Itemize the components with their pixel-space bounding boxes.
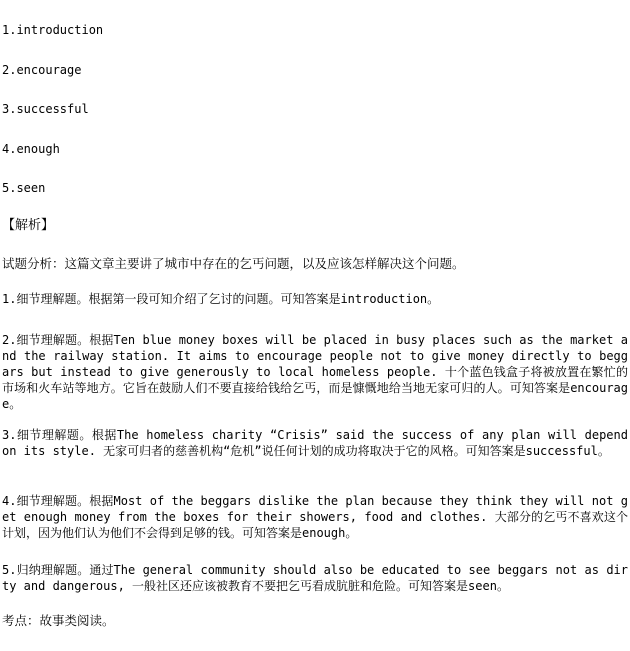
explanation-5: 5.归纳理解题。通过The general community should also be educated to see beggars not as dirty and dangerous, 一般社区还应该被教育不要把乞丐看成肮脏和危险。可知答案是seen。 [2,563,628,593]
answer-2: 2.encourage [2,63,82,77]
analysis-heading: 【解析】 [2,218,55,233]
answer-4: 4.enough [2,142,60,156]
explanation-2: 2.细节理解题。根据Ten blue money boxes will be placed in busy places such as the market and the railway station. It aims to encourage people not to give money directly to beggars but instead to give generously to local homeless people. 十个蓝色钱盒子将被放置在繁忙的市场和火车站等地方。它旨在鼓励人们不要直接给钱给乞丐，而是慷慨地给当地无家可归的人。可知答案是encourage。 [2,333,628,411]
answer-5: 5.seen [2,181,46,195]
answer-3: 3.successful [2,102,89,116]
answer-1: 1.introduction [2,23,104,37]
explanation-4: 4.细节理解题。根据Most of the beggars dislike the plan because they think they will not get enough money from the boxes for their showers, food and clothes. 大部分的乞丐不喜欢这个计划，因为他们认为他们不会得到足够的钱。可知答案是enough。 [2,494,628,540]
summary-text: 试题分析：这篇文章主要讲了城市中存在的乞丐问题，以及应该怎样解决这个问题。 [2,256,465,271]
explanation-3: 3.细节理解题。根据The homeless charity “Crisis” said the success of any plan will depend on its style. 无家可归者的慈善机构“危机”说任何计划的成功将取决于它的风格。可知答案是successful。 [2,428,628,458]
explanation-1: 1.细节理解题。根据第一段可知介绍了乞讨的问题。可知答案是introduction。 [2,292,440,306]
footer-note: 考点：故事类阅读。 [2,613,115,628]
